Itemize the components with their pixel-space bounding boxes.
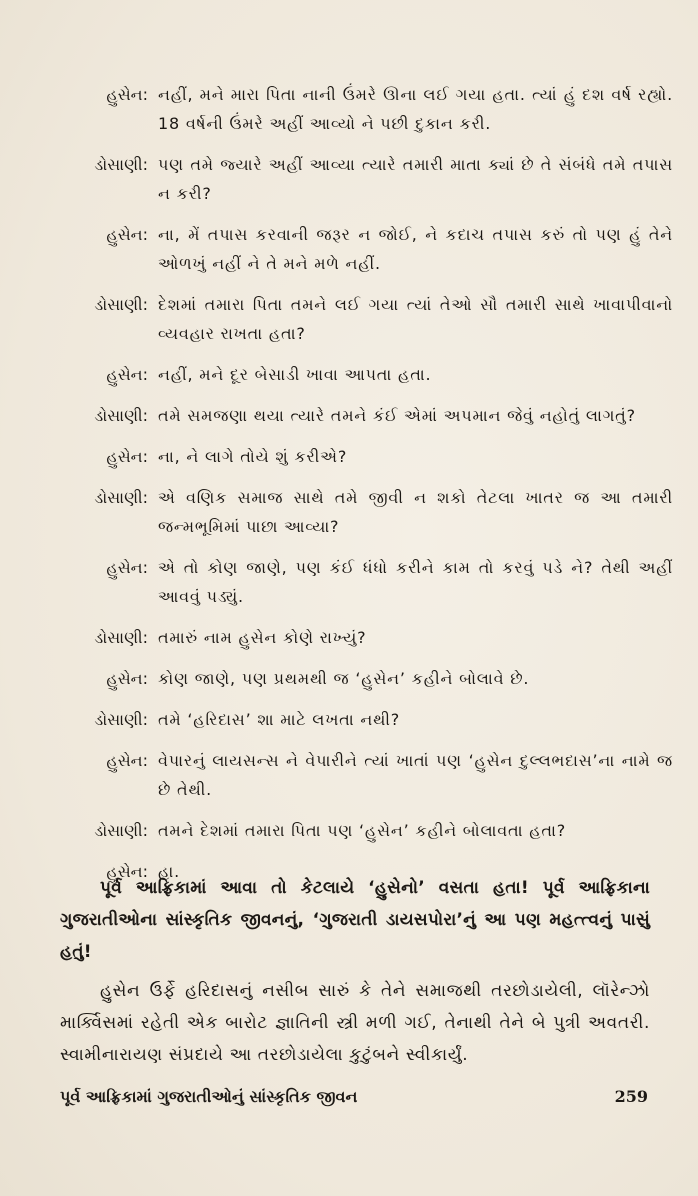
dialogue-row — [40, 442, 680, 471]
dialogue-text: દેશમાં તમારા પિતા તમને લઈ ગયા ત્યાં તેઓ સૌ તમારી સાથે ખાવાપીવાનો વ્યવહાર રાખતા હતા? — [158, 295, 673, 343]
dialogue-text: તમે ‘હરિદાસ’ શા માટે લખતા નથી? — [158, 710, 401, 729]
page-number: 259 — [614, 1087, 648, 1106]
speaker-label: ડોસાણી: — [94, 710, 148, 729]
speaker-label: ડોસાણી: — [94, 295, 148, 314]
speaker-label: ડોસાણી: — [94, 628, 148, 647]
speaker-label: ડોસાણી: — [94, 821, 148, 840]
speaker-label: ડોસાણી: — [94, 488, 148, 507]
dialogue-text: એ તો કોણ જાણે, પણ કંઈ ધંધો કરીને કામ તો કરવું પડે ને? તેથી અહીં આવવું પડ્યું. — [158, 558, 673, 606]
dialogue-text: પણ તમે જ્યારે અહીં આવ્યા ત્યારે તમારી માતા ક્યાં છે તે સંબંધે તમે તપાસ ન કરી? — [158, 155, 673, 203]
dialogue-row — [40, 401, 680, 430]
dialogue-text: એ વણિક સમાજ સાથે તમે જીવી ન શકો તેટલા ખાતર જ આ તમારી જન્મભૂમિમાં પાછા આવ્યા? — [158, 488, 673, 536]
running-footer-title: પૂર્વ આફ્રિકામાં ગુજરાતીઓનું સાંસ્કૃતિક જીવન — [60, 1087, 358, 1106]
speaker-label: હુસેન: — [106, 669, 148, 688]
dialogue-row — [40, 664, 680, 693]
dialogue-text: તમારું નામ હુસેન કોણે રાખ્યું? — [158, 628, 367, 647]
dialogue-row — [40, 623, 680, 652]
dialogue-text: વેપારનું લાયસન્સ ને વેપારીને ત્યાં ખાતાં પણ ‘હુસેન દુલ્લભદાસ’ના નામે જ છે તેથી. — [158, 751, 673, 799]
dialogue-row — [40, 705, 680, 734]
dialogue-text: તમે સમજણા થયા ત્યારે તમને કંઈ એમાં અપમાન જેવું નહોતું લાગતું? — [158, 406, 636, 425]
dialogue-row — [40, 746, 680, 804]
bold-paragraph: પૂર્વ આફ્રિકામાં આવા તો કેટલાયે ‘હુસેનો’ વસતા હતા! પૂર્વ આફ્રિકાના ગુજરાતીઓના સાંસ્કૃતિક જીવનનું, ‘ગુજરાતી ડાયસપોરા’નું આ પણ મહત્ત્વનું પાસું હતું! — [60, 878, 650, 962]
dialogue-row — [40, 220, 680, 278]
body-paragraph: હુસેન ઉર્ફે હરિદાસનું નસીબ સારું કે તેને સમાજથી તરછોડાયેલી, લૉરેન્ઝો માર્ક્વિસમાં રહેતી એક બારોટ જ્ઞાતિની સ્ત્રી મળી ગઈ, તેનાથી તેને બે પુત્રી અવતરી. સ્વામીનારાયણ સંપ્રદાયે આ તરછોડાયેલા કુટુંબને સ્વીકાર્યું. — [60, 981, 650, 1065]
speaker-label: હુસેન: — [106, 365, 148, 384]
speaker-label: હુસેન: — [106, 558, 148, 577]
dialogue-text: હા. — [158, 862, 180, 881]
dialogue-row — [40, 553, 680, 611]
speaker-label: ડોસાણી: — [94, 155, 148, 174]
dialogue-row — [40, 360, 680, 389]
dialogue-text: કોણ જાણે, પણ પ્રથમથી જ ‘હુસેન’ કહીને બોલાવે છે. — [158, 669, 530, 688]
interview-dialogue — [40, 80, 680, 898]
dialogue-text: ના, ને લાગે તોયે શું કરીએ? — [158, 447, 348, 466]
speaker-label: હુસેન: — [106, 862, 148, 881]
speaker-label: હુસેન: — [106, 447, 148, 466]
dialogue-row — [40, 290, 680, 348]
dialogue-text: ના, મેં તપાસ કરવાની જરૂર ન જોઈ, ને કદાચ તપાસ કરું તો પણ હું તેને ઓળખું નહીં ને તે મને મળે નહીં. — [158, 225, 673, 273]
speaker-label: હુસેન: — [106, 751, 148, 770]
dialogue-row — [40, 80, 680, 138]
dialogue-text: નહીં, મને દૂર બેસાડી ખાવા આપતા હતા. — [158, 365, 432, 384]
speaker-label: ડોસાણી: — [94, 406, 148, 425]
dialogue-text: તમને દેશમાં તમારા પિતા પણ ‘હુસેન’ કહીને બોલાવતા હતા? — [158, 821, 567, 840]
dialogue-row — [40, 483, 680, 541]
dialogue-row — [40, 816, 680, 845]
dialogue-row — [40, 150, 680, 208]
dialogue-text: નહીં, મને મારા પિતા નાની ઉંમરે ઊના લઈ ગયા હતા. ત્યાં હું દશ વર્ષ રહ્યો. 18 વર્ષની ઉંમરે અહીં આવ્યો ને પછી દુકાન કરી. — [158, 85, 673, 133]
speaker-label: હુસેન: — [106, 85, 148, 104]
speaker-label: હુસેન: — [106, 225, 148, 244]
